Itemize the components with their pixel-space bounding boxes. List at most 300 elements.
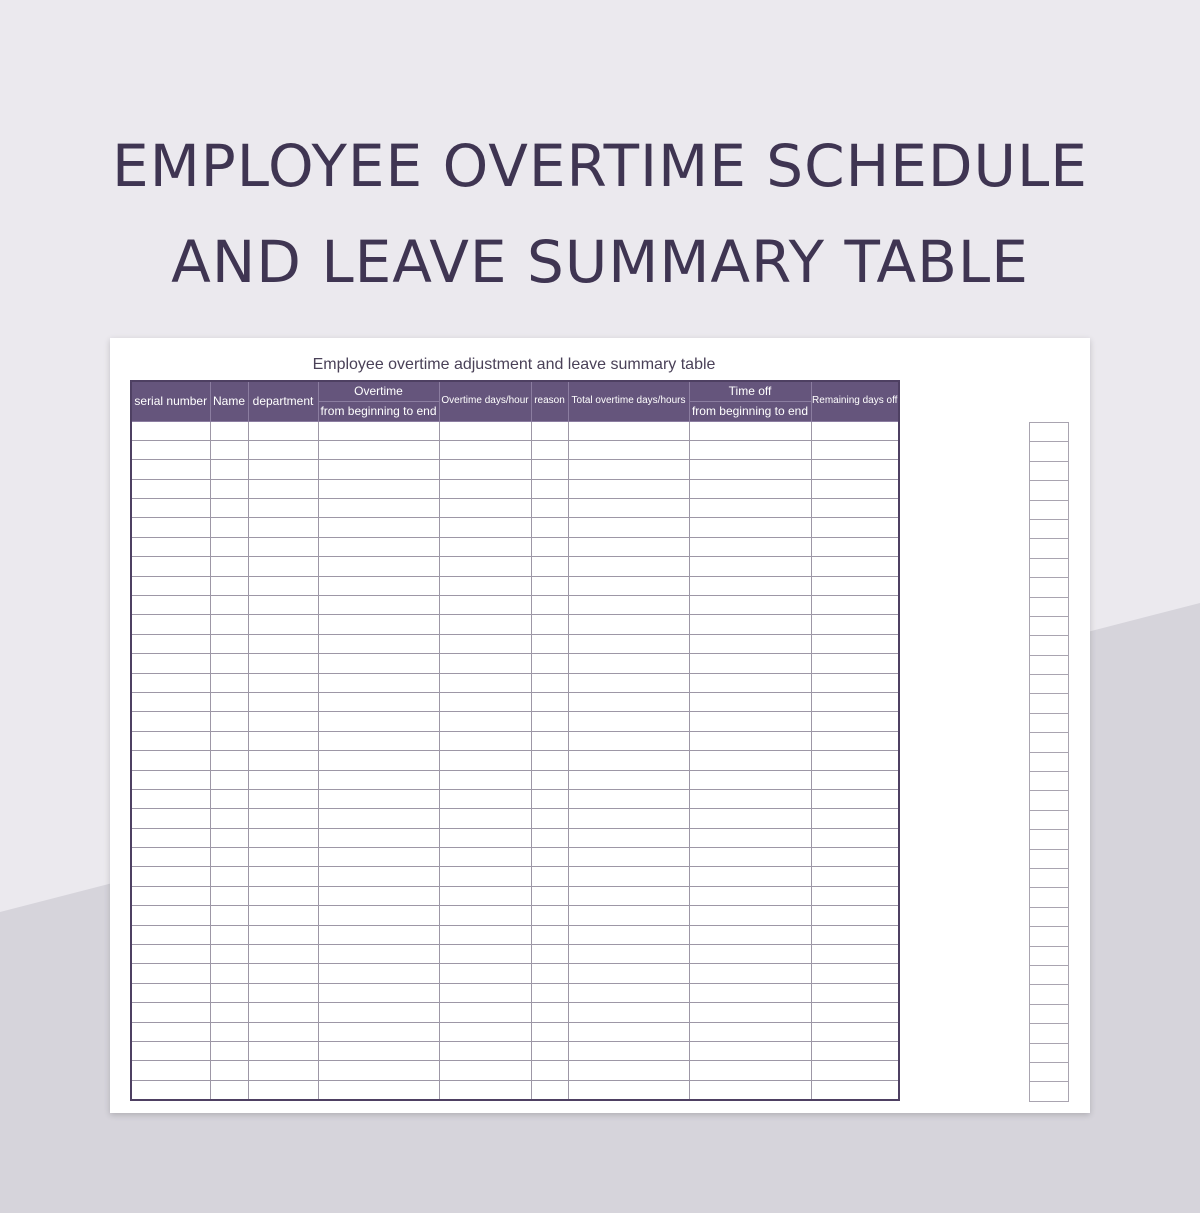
table-cell[interactable]	[568, 1022, 689, 1041]
table-cell[interactable]	[811, 751, 899, 770]
table-cell[interactable]	[131, 867, 210, 886]
table-cell[interactable]	[248, 1022, 318, 1041]
table-cell[interactable]	[210, 1022, 248, 1041]
table-cell[interactable]	[439, 828, 531, 847]
table-cell[interactable]	[811, 615, 899, 634]
side-table-cell[interactable]	[1030, 442, 1069, 461]
table-cell[interactable]	[439, 440, 531, 459]
table-cell[interactable]	[318, 848, 439, 867]
side-table-cell[interactable]	[1030, 1043, 1069, 1062]
table-cell[interactable]	[210, 479, 248, 498]
table-cell[interactable]	[568, 692, 689, 711]
table-cell[interactable]	[811, 906, 899, 925]
table-cell[interactable]	[131, 479, 210, 498]
table-cell[interactable]	[531, 983, 568, 1002]
table-cell[interactable]	[318, 460, 439, 479]
table-cell[interactable]	[318, 925, 439, 944]
table-cell[interactable]	[248, 828, 318, 847]
table-cell[interactable]	[689, 654, 811, 673]
table-cell[interactable]	[439, 557, 531, 576]
table-cell[interactable]	[210, 596, 248, 615]
table-cell[interactable]	[318, 537, 439, 556]
side-table-cell[interactable]	[1030, 946, 1069, 965]
table-cell[interactable]	[210, 673, 248, 692]
table-cell[interactable]	[439, 983, 531, 1002]
table-cell[interactable]	[689, 731, 811, 750]
table-cell[interactable]	[568, 828, 689, 847]
side-table-cell[interactable]	[1030, 752, 1069, 771]
table-cell[interactable]	[210, 712, 248, 731]
table-cell[interactable]	[811, 518, 899, 537]
table-cell[interactable]	[439, 731, 531, 750]
table-cell[interactable]	[568, 712, 689, 731]
table-cell[interactable]	[531, 615, 568, 634]
table-cell[interactable]	[689, 576, 811, 595]
table-cell[interactable]	[689, 460, 811, 479]
table-cell[interactable]	[318, 983, 439, 1002]
table-cell[interactable]	[568, 634, 689, 653]
table-cell[interactable]	[248, 983, 318, 1002]
table-cell[interactable]	[568, 654, 689, 673]
table-cell[interactable]	[811, 634, 899, 653]
side-table-cell[interactable]	[1030, 965, 1069, 984]
table-cell[interactable]	[131, 1080, 210, 1100]
table-cell[interactable]	[248, 1003, 318, 1022]
table-cell[interactable]	[568, 983, 689, 1002]
table-cell[interactable]	[131, 945, 210, 964]
table-cell[interactable]	[568, 964, 689, 983]
table-cell[interactable]	[568, 537, 689, 556]
table-cell[interactable]	[439, 692, 531, 711]
table-cell[interactable]	[568, 440, 689, 459]
table-cell[interactable]	[131, 1061, 210, 1080]
table-cell[interactable]	[531, 751, 568, 770]
table-cell[interactable]	[210, 557, 248, 576]
table-cell[interactable]	[318, 440, 439, 459]
table-cell[interactable]	[811, 440, 899, 459]
table-cell[interactable]	[439, 867, 531, 886]
table-cell[interactable]	[531, 440, 568, 459]
table-cell[interactable]	[568, 596, 689, 615]
table-cell[interactable]	[531, 576, 568, 595]
table-cell[interactable]	[439, 1022, 531, 1041]
table-cell[interactable]	[689, 828, 811, 847]
table-cell[interactable]	[248, 886, 318, 905]
table-cell[interactable]	[248, 615, 318, 634]
side-table-cell[interactable]	[1030, 1062, 1069, 1081]
table-cell[interactable]	[531, 654, 568, 673]
table-cell[interactable]	[248, 499, 318, 518]
table-cell[interactable]	[568, 751, 689, 770]
table-cell[interactable]	[210, 421, 248, 440]
table-cell[interactable]	[210, 460, 248, 479]
table-cell[interactable]	[131, 537, 210, 556]
table-cell[interactable]	[531, 1080, 568, 1100]
side-table-cell[interactable]	[1030, 868, 1069, 887]
side-table-cell[interactable]	[1030, 810, 1069, 829]
table-cell[interactable]	[439, 925, 531, 944]
table-cell[interactable]	[248, 867, 318, 886]
table-cell[interactable]	[210, 983, 248, 1002]
table-cell[interactable]	[318, 906, 439, 925]
table-cell[interactable]	[689, 906, 811, 925]
table-cell[interactable]	[248, 596, 318, 615]
table-cell[interactable]	[318, 964, 439, 983]
table-cell[interactable]	[248, 925, 318, 944]
table-cell[interactable]	[439, 518, 531, 537]
table-cell[interactable]	[131, 1042, 210, 1061]
table-cell[interactable]	[318, 770, 439, 789]
table-cell[interactable]	[568, 1042, 689, 1061]
table-cell[interactable]	[811, 712, 899, 731]
side-table-cell[interactable]	[1030, 539, 1069, 558]
table-cell[interactable]	[131, 848, 210, 867]
table-cell[interactable]	[568, 945, 689, 964]
table-cell[interactable]	[131, 925, 210, 944]
table-cell[interactable]	[131, 906, 210, 925]
table-cell[interactable]	[131, 1022, 210, 1041]
table-cell[interactable]	[210, 886, 248, 905]
table-cell[interactable]	[531, 867, 568, 886]
table-cell[interactable]	[689, 634, 811, 653]
table-cell[interactable]	[689, 712, 811, 731]
table-cell[interactable]	[318, 673, 439, 692]
table-cell[interactable]	[689, 421, 811, 440]
table-cell[interactable]	[439, 596, 531, 615]
table-cell[interactable]	[131, 421, 210, 440]
table-cell[interactable]	[531, 557, 568, 576]
table-cell[interactable]	[210, 770, 248, 789]
table-cell[interactable]	[131, 615, 210, 634]
table-cell[interactable]	[318, 1042, 439, 1061]
table-cell[interactable]	[210, 945, 248, 964]
table-cell[interactable]	[811, 809, 899, 828]
table-cell[interactable]	[439, 479, 531, 498]
side-table-cell[interactable]	[1030, 597, 1069, 616]
table-cell[interactable]	[811, 1022, 899, 1041]
side-table-cell[interactable]	[1030, 733, 1069, 752]
table-cell[interactable]	[689, 479, 811, 498]
table-cell[interactable]	[248, 692, 318, 711]
table-cell[interactable]	[568, 867, 689, 886]
table-cell[interactable]	[439, 1061, 531, 1080]
table-cell[interactable]	[811, 867, 899, 886]
table-cell[interactable]	[811, 731, 899, 750]
table-cell[interactable]	[210, 634, 248, 653]
table-cell[interactable]	[248, 479, 318, 498]
table-cell[interactable]	[210, 499, 248, 518]
side-table-cell[interactable]	[1030, 519, 1069, 538]
table-cell[interactable]	[689, 673, 811, 692]
table-cell[interactable]	[210, 964, 248, 983]
side-table-cell[interactable]	[1030, 1082, 1069, 1101]
side-table-cell[interactable]	[1030, 849, 1069, 868]
table-cell[interactable]	[248, 421, 318, 440]
table-cell[interactable]	[568, 886, 689, 905]
table-cell[interactable]	[811, 848, 899, 867]
table-cell[interactable]	[811, 499, 899, 518]
table-cell[interactable]	[568, 421, 689, 440]
table-cell[interactable]	[568, 479, 689, 498]
side-table-cell[interactable]	[1030, 636, 1069, 655]
table-cell[interactable]	[531, 499, 568, 518]
side-table-cell[interactable]	[1030, 888, 1069, 907]
table-cell[interactable]	[531, 1003, 568, 1022]
table-cell[interactable]	[210, 828, 248, 847]
table-cell[interactable]	[439, 886, 531, 905]
table-cell[interactable]	[689, 1042, 811, 1061]
table-cell[interactable]	[210, 518, 248, 537]
table-cell[interactable]	[568, 460, 689, 479]
table-cell[interactable]	[131, 557, 210, 576]
table-cell[interactable]	[811, 1003, 899, 1022]
table-cell[interactable]	[689, 615, 811, 634]
table-cell[interactable]	[131, 809, 210, 828]
table-cell[interactable]	[318, 712, 439, 731]
table-cell[interactable]	[811, 596, 899, 615]
table-cell[interactable]	[248, 557, 318, 576]
side-table-cell[interactable]	[1030, 578, 1069, 597]
table-cell[interactable]	[248, 1080, 318, 1100]
table-cell[interactable]	[210, 809, 248, 828]
table-cell[interactable]	[811, 983, 899, 1002]
table-cell[interactable]	[318, 421, 439, 440]
table-cell[interactable]	[568, 615, 689, 634]
table-cell[interactable]	[568, 673, 689, 692]
table-cell[interactable]	[689, 692, 811, 711]
table-cell[interactable]	[131, 731, 210, 750]
table-cell[interactable]	[131, 751, 210, 770]
table-cell[interactable]	[811, 1080, 899, 1100]
table-cell[interactable]	[318, 576, 439, 595]
table-cell[interactable]	[131, 673, 210, 692]
table-cell[interactable]	[811, 770, 899, 789]
table-cell[interactable]	[439, 712, 531, 731]
table-cell[interactable]	[568, 848, 689, 867]
table-cell[interactable]	[811, 692, 899, 711]
table-cell[interactable]	[131, 1003, 210, 1022]
table-cell[interactable]	[689, 945, 811, 964]
table-cell[interactable]	[568, 1080, 689, 1100]
table-cell[interactable]	[531, 964, 568, 983]
table-cell[interactable]	[689, 886, 811, 905]
table-cell[interactable]	[318, 479, 439, 498]
table-cell[interactable]	[210, 615, 248, 634]
table-cell[interactable]	[568, 557, 689, 576]
table-cell[interactable]	[210, 1003, 248, 1022]
table-cell[interactable]	[210, 731, 248, 750]
table-cell[interactable]	[248, 789, 318, 808]
table-cell[interactable]	[439, 421, 531, 440]
table-cell[interactable]	[439, 848, 531, 867]
table-cell[interactable]	[318, 828, 439, 847]
table-cell[interactable]	[568, 770, 689, 789]
table-cell[interactable]	[439, 1080, 531, 1100]
table-cell[interactable]	[811, 576, 899, 595]
side-table-cell[interactable]	[1030, 558, 1069, 577]
table-cell[interactable]	[531, 634, 568, 653]
table-cell[interactable]	[131, 499, 210, 518]
table-cell[interactable]	[439, 809, 531, 828]
table-cell[interactable]	[439, 1042, 531, 1061]
side-table-cell[interactable]	[1030, 675, 1069, 694]
table-cell[interactable]	[439, 499, 531, 518]
table-cell[interactable]	[689, 1080, 811, 1100]
table-cell[interactable]	[210, 440, 248, 459]
table-cell[interactable]	[811, 537, 899, 556]
table-cell[interactable]	[568, 576, 689, 595]
table-cell[interactable]	[811, 421, 899, 440]
table-cell[interactable]	[318, 499, 439, 518]
table-cell[interactable]	[210, 654, 248, 673]
table-cell[interactable]	[439, 673, 531, 692]
table-cell[interactable]	[439, 634, 531, 653]
table-cell[interactable]	[318, 751, 439, 770]
side-table-cell[interactable]	[1030, 461, 1069, 480]
table-cell[interactable]	[689, 557, 811, 576]
side-table-cell[interactable]	[1030, 907, 1069, 926]
table-cell[interactable]	[248, 712, 318, 731]
side-table-cell[interactable]	[1030, 713, 1069, 732]
table-cell[interactable]	[248, 809, 318, 828]
table-cell[interactable]	[439, 789, 531, 808]
table-cell[interactable]	[811, 1042, 899, 1061]
table-cell[interactable]	[811, 557, 899, 576]
table-cell[interactable]	[248, 964, 318, 983]
side-table-cell[interactable]	[1030, 616, 1069, 635]
table-cell[interactable]	[248, 945, 318, 964]
table-cell[interactable]	[248, 848, 318, 867]
table-cell[interactable]	[131, 770, 210, 789]
table-cell[interactable]	[689, 499, 811, 518]
table-cell[interactable]	[531, 692, 568, 711]
table-cell[interactable]	[531, 789, 568, 808]
table-cell[interactable]	[439, 1003, 531, 1022]
table-cell[interactable]	[531, 712, 568, 731]
table-cell[interactable]	[131, 886, 210, 905]
table-cell[interactable]	[318, 731, 439, 750]
table-cell[interactable]	[210, 925, 248, 944]
table-cell[interactable]	[689, 537, 811, 556]
side-table-cell[interactable]	[1030, 830, 1069, 849]
table-cell[interactable]	[811, 673, 899, 692]
table-cell[interactable]	[318, 654, 439, 673]
table-cell[interactable]	[318, 1080, 439, 1100]
table-cell[interactable]	[811, 945, 899, 964]
table-cell[interactable]	[248, 751, 318, 770]
side-table-cell[interactable]	[1030, 500, 1069, 519]
table-cell[interactable]	[531, 1022, 568, 1041]
table-cell[interactable]	[210, 867, 248, 886]
table-cell[interactable]	[689, 983, 811, 1002]
table-cell[interactable]	[131, 518, 210, 537]
table-cell[interactable]	[531, 809, 568, 828]
table-cell[interactable]	[210, 692, 248, 711]
table-cell[interactable]	[318, 809, 439, 828]
table-cell[interactable]	[568, 731, 689, 750]
table-cell[interactable]	[531, 828, 568, 847]
table-cell[interactable]	[689, 751, 811, 770]
table-cell[interactable]	[318, 1022, 439, 1041]
table-cell[interactable]	[811, 964, 899, 983]
table-cell[interactable]	[689, 809, 811, 828]
table-cell[interactable]	[811, 479, 899, 498]
table-cell[interactable]	[568, 789, 689, 808]
table-cell[interactable]	[689, 964, 811, 983]
table-cell[interactable]	[210, 906, 248, 925]
table-cell[interactable]	[531, 460, 568, 479]
table-cell[interactable]	[248, 731, 318, 750]
table-cell[interactable]	[318, 557, 439, 576]
table-cell[interactable]	[248, 1042, 318, 1061]
table-cell[interactable]	[811, 654, 899, 673]
table-cell[interactable]	[439, 460, 531, 479]
table-cell[interactable]	[318, 789, 439, 808]
table-cell[interactable]	[439, 615, 531, 634]
side-table-cell[interactable]	[1030, 1024, 1069, 1043]
table-cell[interactable]	[811, 925, 899, 944]
table-cell[interactable]	[210, 576, 248, 595]
table-cell[interactable]	[210, 537, 248, 556]
table-cell[interactable]	[248, 576, 318, 595]
table-cell[interactable]	[531, 537, 568, 556]
table-cell[interactable]	[689, 518, 811, 537]
table-cell[interactable]	[210, 1042, 248, 1061]
table-cell[interactable]	[210, 1080, 248, 1100]
table-cell[interactable]	[318, 867, 439, 886]
table-cell[interactable]	[318, 945, 439, 964]
table-cell[interactable]	[210, 751, 248, 770]
table-cell[interactable]	[568, 906, 689, 925]
table-cell[interactable]	[131, 440, 210, 459]
table-cell[interactable]	[131, 828, 210, 847]
table-cell[interactable]	[568, 809, 689, 828]
side-table-cell[interactable]	[1030, 694, 1069, 713]
table-cell[interactable]	[248, 440, 318, 459]
table-cell[interactable]	[131, 460, 210, 479]
table-cell[interactable]	[248, 460, 318, 479]
table-cell[interactable]	[531, 1061, 568, 1080]
table-cell[interactable]	[318, 1003, 439, 1022]
table-cell[interactable]	[689, 867, 811, 886]
table-cell[interactable]	[531, 886, 568, 905]
side-table-cell[interactable]	[1030, 927, 1069, 946]
table-cell[interactable]	[131, 789, 210, 808]
table-cell[interactable]	[439, 964, 531, 983]
table-cell[interactable]	[531, 770, 568, 789]
table-cell[interactable]	[531, 421, 568, 440]
table-cell[interactable]	[318, 634, 439, 653]
side-table-cell[interactable]	[1030, 985, 1069, 1004]
side-table-cell[interactable]	[1030, 772, 1069, 791]
table-cell[interactable]	[439, 906, 531, 925]
side-table-cell[interactable]	[1030, 423, 1069, 442]
table-cell[interactable]	[811, 1061, 899, 1080]
table-cell[interactable]	[248, 537, 318, 556]
table-cell[interactable]	[689, 770, 811, 789]
table-cell[interactable]	[318, 615, 439, 634]
table-cell[interactable]	[248, 906, 318, 925]
table-cell[interactable]	[131, 964, 210, 983]
table-cell[interactable]	[811, 828, 899, 847]
table-cell[interactable]	[689, 1022, 811, 1041]
table-cell[interactable]	[568, 518, 689, 537]
table-cell[interactable]	[689, 596, 811, 615]
side-table-cell[interactable]	[1030, 481, 1069, 500]
table-cell[interactable]	[689, 848, 811, 867]
table-cell[interactable]	[439, 770, 531, 789]
table-cell[interactable]	[248, 1061, 318, 1080]
